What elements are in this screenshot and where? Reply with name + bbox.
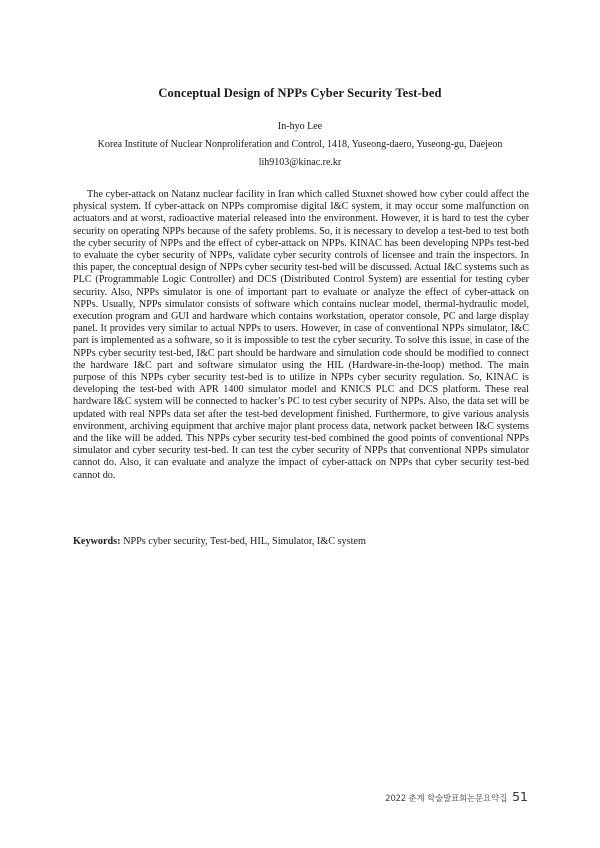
author-affiliation: Korea Institute of Nuclear Nonproliferation and Control, 1418, Yuseong-daero, Yuseong-gu, Daejeon — [97, 139, 503, 150]
keywords-list: NPPs cyber security, Test-bed, HIL, Simulator, I&C system — [123, 536, 366, 547]
author-name: In-hyo Lee — [277, 121, 323, 132]
keywords-label: Keywords: — [73, 536, 121, 547]
paper-title: Conceptual Design of NPPs Cyber Security Test-bed — [158, 86, 442, 100]
conference-name: 2022 춘계 학술발표회논문요약집 — [385, 794, 508, 804]
keywords-line — [73, 536, 529, 548]
author-email: lih9103@kinac.re.kr — [258, 157, 342, 168]
page-footer — [385, 789, 528, 804]
page-number: 51 — [512, 789, 528, 804]
abstract-body: The cyber-attack on Natanz nuclear facility in Iran which called Stuxnet showed how cyber could affect the physical system. If cyber-attack on NPPs compromise digital I&C system, it may occur some malfunction on actuators and at worst, radioactive material released into the environment. However, it is hard to test the cyber security on operating NPPs because of the safety problems. So, it is necessary to develop a test-bed to test both the cyber security of NPPs and the effect of cyber-attack on NPPs. KINAC has been developing NPPs test-bed to evaluate the cyber security of NPPs, validate cyber security controls of licensee and train the inspectors. In this paper, the conceptual design of NPPs cyber security test-bed will be discussed. Actual I&C systems such as PLC (Programmable Logic Controller) and DCS (Distributed Control System) are essential for testing cyber security. Also, NPPs simulator is one of important part to evaluate or analyze the effect of cyber-attack on NPPs. Usually, NPPs simulator consists of software which contains nuclear model, thermal-hydraulic model, execution program and GUI and hardware which contains workstation, operator console, PC and large display panel. It provides very similar to actual NPPs to users. However, in case of conventional NPPs simulator, I&C part is implemented as a software, so it is impossible to test the cyber security. To solve this issue, in case of the NPPs cyber security test-bed, I&C part should be hardware and simulation code should be modified to connect the hardware I&C part and software simulator using the HIL (Hardware-in-the-loop) method. The main purpose of this NPPs cyber security test-bed is to utilize in NPPs cyber security regulation. So, KINAC is developing the test-bed with APR 1400 simulator model and KNICS PLC and DCS platform. These real hardware I&C system will be connected to hacker’s PC to test cyber security of NPPs. Also, the data set will be updated with real NPPs data set after the test-bed development finished. Furthermore, to give various analysis environment, archiving equipment that archive major plant process data, network packet between I&C systems and the like will be added. This NPPs cyber security test-bed combined the good points of conventional NPPs simulator and cyber security test-bed. It can test the cyber security of NPPs that conventional NPPs simulator cannot do. Also, it can evaluate and analyze the impact of cyber-attack on NPPs that cyber security test-bed cannot do. — [73, 189, 529, 481]
